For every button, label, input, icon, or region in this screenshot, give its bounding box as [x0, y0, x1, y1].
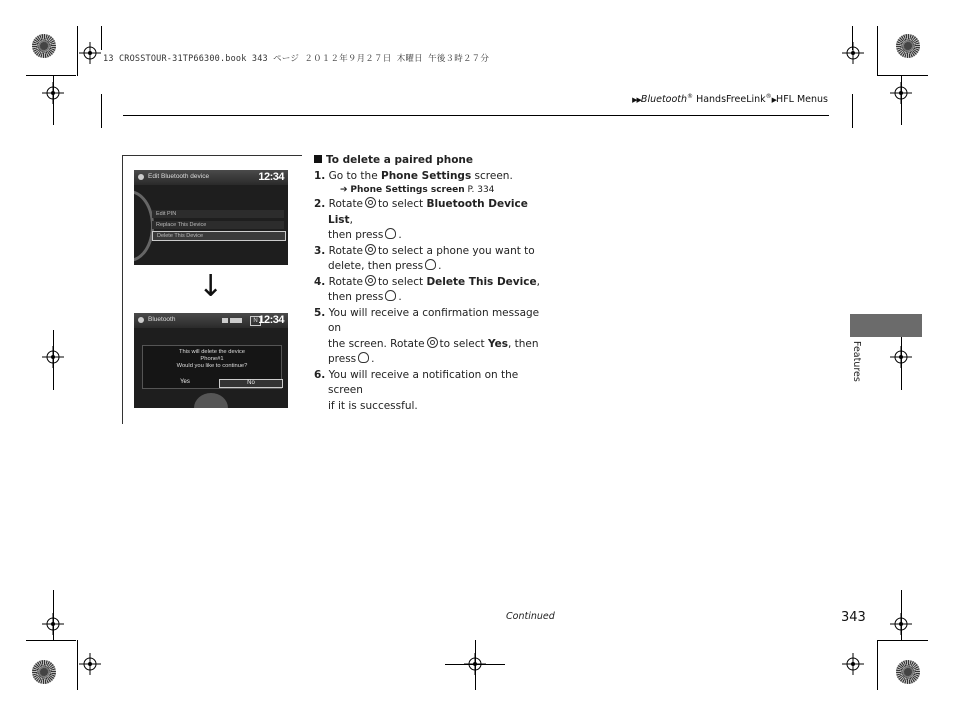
yes-option: Yes: [180, 379, 190, 385]
section-square-icon: [314, 155, 322, 163]
registration-mark-icon: [890, 82, 912, 104]
color-rosette-icon: [32, 660, 56, 684]
registration-mark-icon: [79, 653, 101, 675]
press-knob-icon: [385, 290, 396, 301]
signal-battery-icon: [222, 318, 242, 323]
step-6: 6. You will receive a notification on the screen if it is successful.: [314, 368, 519, 412]
selector-arc: [194, 393, 228, 408]
registration-mark-icon: [42, 613, 64, 635]
press-knob-icon: [385, 228, 396, 239]
rotate-knob-icon: [365, 275, 376, 286]
rotate-knob-icon: [365, 244, 376, 255]
screen-edit-bluetooth-device: [134, 170, 288, 265]
registration-mark-icon: [842, 653, 864, 675]
registration-mark-icon: [42, 82, 64, 104]
bluetooth-icon: [138, 317, 144, 323]
menu-item-replace-this-device: Replace This Device: [152, 221, 284, 229]
breadcrumb-hfl-menus: HFL Menus: [776, 94, 828, 106]
dialog-line: Would you like to continue?: [176, 363, 248, 369]
dialog-line: Phone#1: [200, 356, 224, 362]
screen-title: Edit Bluetooth device: [148, 173, 210, 180]
dialog-line: This will delete the device: [178, 349, 246, 355]
registration-mark-icon: [842, 42, 864, 64]
step-4: 4. Rotate to select Delete This Device, then press .: [314, 275, 540, 303]
confirm-dialog: [142, 345, 282, 389]
step-3: 3. Rotate to select a phone you want to delete, then press .: [314, 244, 535, 272]
down-arrow-icon: ↓: [198, 269, 224, 304]
n-indicator-icon: N: [250, 316, 261, 326]
screen-bluetooth-confirm: [134, 313, 288, 408]
registration-mark-icon: [42, 346, 64, 368]
menu-item-delete-this-device: Delete This Device: [152, 231, 286, 241]
continued-label: Continued: [506, 611, 555, 622]
step-2: 2. Rotate to select Bluetooth Device List, then press .: [314, 198, 528, 241]
rotate-knob-icon: [365, 197, 376, 208]
screen-clock: 12:34: [258, 171, 284, 183]
breadcrumb-arrow-icon: ▶: [771, 96, 777, 105]
registration-mark-icon: [890, 613, 912, 635]
cross-reference-link[interactable]: Phone Settings screen: [350, 185, 465, 195]
press-knob-icon: [358, 352, 369, 363]
menu-item-edit-pin: Edit PIN: [152, 210, 284, 218]
registration-mark-icon: [464, 653, 486, 675]
print-header: 13 CROSSTOUR-31TP66300.book 343 ページ ２０１２年９月２７日 木曜日 午後３時２７分: [103, 54, 490, 64]
color-rosette-icon: [896, 34, 920, 58]
breadcrumb: ▶▶Bluetooth® HandsFreeLink®▶HFL Menus: [632, 93, 828, 106]
breadcrumb-bluetooth: Bluetooth: [640, 94, 688, 106]
page-number: 343: [841, 610, 866, 625]
features-side-tab: [850, 314, 922, 337]
registration-mark-icon: [890, 346, 912, 368]
registration-mark-icon: [79, 42, 101, 64]
color-rosette-icon: [896, 660, 920, 684]
color-rosette-icon: [32, 34, 56, 58]
side-tab-label: Features: [851, 341, 862, 382]
cross-reference: ➔ Phone Settings screen P. 334: [340, 185, 495, 195]
link-arrow-icon: ➔: [340, 185, 348, 195]
selector-arc: [134, 190, 154, 262]
step-1: 1. Go to the Phone Settings screen.: [314, 169, 513, 182]
header-rule: [123, 115, 829, 116]
instruction-steps: [314, 153, 554, 414]
screen-title: Bluetooth: [148, 316, 176, 323]
step-5: 5. You will receive a confirmation message on the screen. Rotate to select Yes, then press .: [314, 306, 540, 365]
breadcrumb-arrow-icon: ▶▶: [632, 96, 641, 105]
press-knob-icon: [425, 259, 436, 270]
no-option: No: [219, 379, 283, 388]
section-heading: To delete a paired phone: [314, 153, 554, 169]
back-icon: [138, 174, 144, 180]
screen-clock: 12:34: [258, 314, 284, 326]
rotate-knob-icon: [427, 337, 438, 348]
